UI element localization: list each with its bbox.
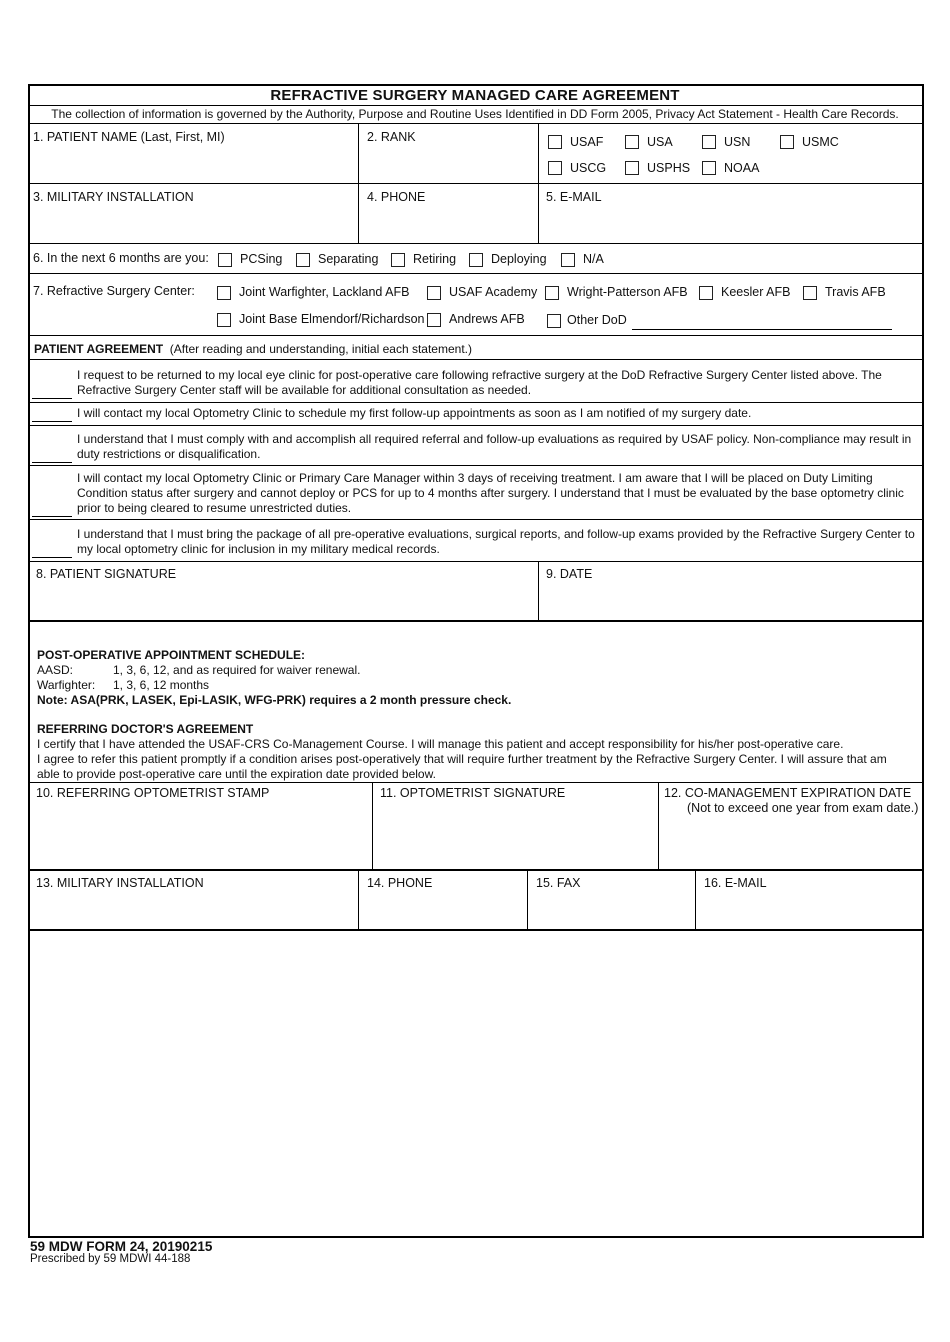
divider xyxy=(28,105,922,106)
branch-label: USA xyxy=(647,135,673,149)
schedule-heading: POST-OPERATIVE APPOINTMENT SCHEDULE: xyxy=(37,648,306,662)
aasd-value: 1, 3, 6, 12, and as required for waiver renewal. xyxy=(113,663,361,677)
option-label: Other DoD xyxy=(567,313,627,327)
option-label: PCSing xyxy=(240,252,283,266)
agreement-heading-text: PATIENT AGREEMENT xyxy=(34,342,164,356)
divider xyxy=(28,519,922,520)
initial-line[interactable] xyxy=(32,557,72,558)
branch-noaa-checkbox[interactable] xyxy=(702,161,716,175)
privacy-notice: The collection of information is governed by the Authority, Purpose and Routine Uses Identified in DD Form 2005, Privacy Act Statement - Health Care Records. xyxy=(51,107,899,121)
patient-name-field[interactable]: 1. PATIENT NAME (Last, First, MI) xyxy=(33,130,225,144)
agreement-statement: I will contact my local Optometry Clinic to schedule my first follow-up appointments as soon as I am notified of my surgery date. xyxy=(77,406,752,420)
branch-label: USMC xyxy=(802,135,839,149)
divider xyxy=(28,183,922,184)
divider xyxy=(28,335,922,336)
branch-label: NOAA xyxy=(724,161,760,175)
comanagement-expiration-note: (Not to exceed one year from exam date.) xyxy=(687,801,919,815)
andrews-checkbox[interactable] xyxy=(427,313,441,327)
divider xyxy=(28,620,922,622)
agreement-heading-note: (After reading and understanding, initial each statement.) xyxy=(169,342,472,356)
option-label: N/A xyxy=(583,252,604,266)
lackland-checkbox[interactable] xyxy=(217,286,231,300)
branch-label: USCG xyxy=(570,161,607,175)
option-label: USAF Academy xyxy=(449,285,538,299)
rank-field[interactable]: 2. RANK xyxy=(367,130,416,144)
divider xyxy=(527,869,528,929)
branch-label: USN xyxy=(724,135,751,149)
form-title: REFRACTIVE SURGERY MANAGED CARE AGREEMENT xyxy=(270,87,680,104)
divider xyxy=(28,402,922,403)
fax-field[interactable]: 15. FAX xyxy=(536,876,581,890)
option-label: Deploying xyxy=(491,252,547,266)
warfighter-label: Warfighter: xyxy=(37,678,96,692)
divider xyxy=(28,359,922,360)
deploying-checkbox[interactable] xyxy=(469,253,483,267)
initial-line[interactable] xyxy=(32,421,72,422)
agreement-statement: I will contact my local Optometry Clinic or Primary Care Manager within 3 days of receiving treatment. I am aware that I will be placed on Duty Limiting Condition status after surgery and cannot deploy or PCS for up to 4 months after surgery. I understand that I must be evaluated by the base optometry clinic prior to being cleared to resume unrestricted duties. xyxy=(77,471,904,515)
doctor-agreement-heading: REFERRING DOCTOR'S AGREEMENT xyxy=(37,722,254,736)
divider xyxy=(28,123,922,124)
initial-line[interactable] xyxy=(32,516,72,517)
divider xyxy=(658,782,659,870)
military-installation-2-field[interactable]: 13. MILITARY INSTALLATION xyxy=(36,876,204,890)
next-six-months-label: 6. In the next 6 months are you: xyxy=(33,251,209,265)
patient-signature-field[interactable]: 8. PATIENT SIGNATURE xyxy=(36,567,177,581)
retiring-checkbox[interactable] xyxy=(391,253,405,267)
military-installation-field[interactable]: 3. MILITARY INSTALLATION xyxy=(33,190,194,204)
agreement-statement: I understand that I must comply with and accomplish all required referral and follow-up evaluations as required by USAF policy. Non-compliance may result in duty restrictions or disqualification. xyxy=(77,432,912,461)
divider xyxy=(28,929,922,931)
optometrist-signature-field[interactable]: 11. OPTOMETRIST SIGNATURE xyxy=(380,786,566,800)
divider xyxy=(695,869,696,929)
usaf-academy-checkbox[interactable] xyxy=(427,286,441,300)
doctor-agreement-line: I agree to refer this patient promptly if a condition arises post-operatively that will require further treatment by the Refractive Surgery Center. I will assure that am able to provide post-operative care until the expiration date provided below. xyxy=(37,752,887,781)
option-label: Separating xyxy=(318,252,379,266)
date-field[interactable]: 9. DATE xyxy=(546,567,593,581)
phone-2-field[interactable]: 14. PHONE xyxy=(367,876,433,890)
option-label: Travis AFB xyxy=(825,285,886,299)
divider xyxy=(28,465,922,466)
agreement-statement: I request to be returned to my local eye clinic for post-operative care following refractive surgery at the DoD Refractive Surgery Center listed above. The Refractive Surgery Center staff will be available for additional consultation as needed. xyxy=(77,368,882,397)
na-checkbox[interactable] xyxy=(561,253,575,267)
branch-usmc-checkbox[interactable] xyxy=(780,135,794,149)
divider xyxy=(28,782,922,783)
branch-uscg-checkbox[interactable] xyxy=(548,161,562,175)
branch-usn-checkbox[interactable] xyxy=(702,135,716,149)
warfighter-value: 1, 3, 6, 12 months xyxy=(113,678,210,692)
divider xyxy=(28,561,922,562)
schedule-note: Note: ASA(PRK, LASEK, Epi-LASIK, WFG-PRK) requires a 2 month pressure check. xyxy=(37,693,512,707)
email-2-field[interactable]: 16. E-MAIL xyxy=(704,876,767,890)
wright-patterson-checkbox[interactable] xyxy=(545,286,559,300)
agreement-statement: I understand that I must bring the package of all pre-operative evaluations, surgical reports, and follow-up exams provided by the Refractive Surgery Center to my local optometry clinic for inclusion in my military medical records. xyxy=(77,527,915,556)
travis-checkbox[interactable] xyxy=(803,286,817,300)
phone-field[interactable]: 4. PHONE xyxy=(367,190,426,204)
surgery-center-label: 7. Refractive Surgery Center: xyxy=(33,284,195,298)
other-dod-input-line[interactable] xyxy=(632,329,892,330)
keesler-checkbox[interactable] xyxy=(699,286,713,300)
divider xyxy=(358,869,359,929)
divider xyxy=(372,782,373,870)
option-label: Andrews AFB xyxy=(449,312,525,326)
divider xyxy=(28,243,922,244)
divider xyxy=(28,425,922,426)
comanagement-expiration-field[interactable]: 12. CO-MANAGEMENT EXPIRATION DATE xyxy=(664,786,912,800)
option-label: Keesler AFB xyxy=(721,285,791,299)
other-dod-checkbox[interactable] xyxy=(547,314,561,328)
branch-label: USPHS xyxy=(647,161,691,175)
divider xyxy=(28,869,922,871)
separating-checkbox[interactable] xyxy=(296,253,310,267)
form-number: 59 MDW FORM 24, 20190215 xyxy=(30,1239,213,1254)
referring-stamp-field[interactable]: 10. REFERRING OPTOMETRIST STAMP xyxy=(36,786,270,800)
prescribed-by: Prescribed by 59 MDWI 44-188 xyxy=(30,1253,191,1265)
initial-line[interactable] xyxy=(32,462,72,463)
branch-usphs-checkbox[interactable] xyxy=(625,161,639,175)
option-label: Joint Warfighter, Lackland AFB xyxy=(239,285,410,299)
pcsing-checkbox[interactable] xyxy=(218,253,232,267)
initial-line[interactable] xyxy=(32,398,72,399)
email-field[interactable]: 5. E-MAIL xyxy=(546,190,602,204)
elmendorf-checkbox[interactable] xyxy=(217,313,231,327)
doctor-agreement-line: I certify that I have attended the USAF-CRS Co-Management Course. I will manage this patient and accept responsibility for his/her post-operative care. xyxy=(37,737,844,751)
branch-usa-checkbox[interactable] xyxy=(625,135,639,149)
option-label: Retiring xyxy=(413,252,457,266)
divider xyxy=(28,273,922,274)
option-label: Wright-Patterson AFB xyxy=(567,285,688,299)
divider xyxy=(538,561,539,621)
branch-label: USAF xyxy=(570,135,604,149)
option-label: Joint Base Elmendorf/Richardson xyxy=(239,312,425,326)
aasd-label: AASD: xyxy=(37,663,74,677)
branch-usaf-checkbox[interactable] xyxy=(548,135,562,149)
patient-agreement-heading xyxy=(34,342,472,356)
